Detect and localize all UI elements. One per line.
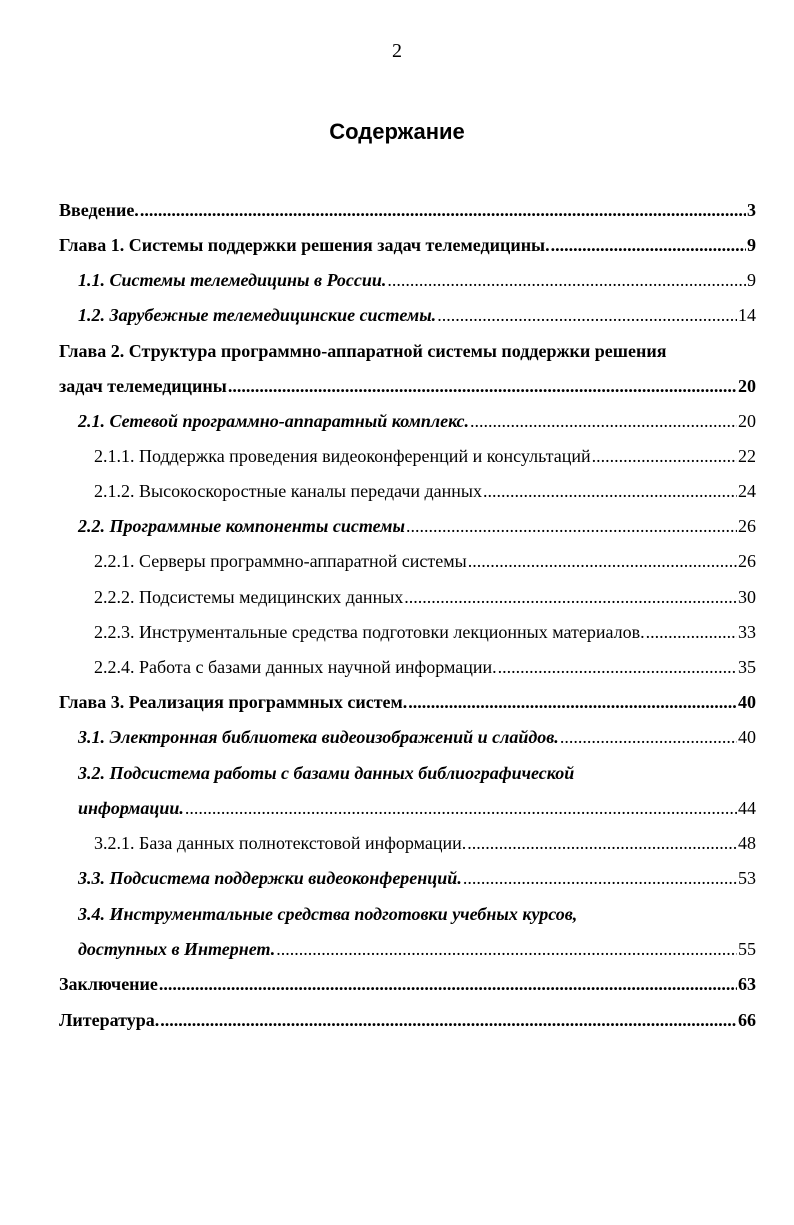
toc-page-number: 24: [738, 481, 756, 501]
toc-entry-text: Глава 1. Системы поддержки решения задач телемедицины.: [59, 235, 550, 255]
toc-entry-section-3-4-line1[interactable]: 3.4. Инструментальные средства подготовки учебных курсов,: [78, 904, 578, 924]
toc-entry-section-3-2[interactable]: [78, 795, 756, 821]
toc-entry-section-2-1[interactable]: [78, 408, 756, 434]
toc-entry-text: 2.1. Сетевой программно-аппаратный комплекс.: [78, 411, 470, 431]
toc-entry-text: 2.2.1. Серверы программно-аппаратной системы: [94, 551, 467, 571]
toc-page-number: 30: [738, 587, 756, 607]
dot-leader: [159, 971, 737, 997]
toc-entry-conclusion[interactable]: [59, 971, 756, 997]
dot-leader: [560, 724, 737, 750]
toc-page-number: 22: [738, 446, 756, 466]
toc-entry-text: 3.2.1. База данных полнотекстовой информации.: [94, 833, 467, 853]
toc-page-number: 55: [738, 939, 756, 959]
toc-entry-text: Литература.: [59, 1010, 160, 1030]
toc-entry-section-3-1[interactable]: [78, 724, 756, 750]
dot-leader: [463, 865, 737, 891]
toc-entry-text: 2.2.4. Работа с базами данных научной информации.: [94, 657, 497, 677]
toc-entry-text: 2.1.2. Высокоскоростные каналы передачи данных: [94, 481, 483, 501]
toc-entry-text: 1.2. Зарубежные телемедицинские системы.: [78, 305, 437, 325]
toc-entry-chapter-2[interactable]: [59, 373, 756, 399]
page-number: 2: [392, 40, 402, 62]
dot-leader: [160, 1007, 737, 1033]
toc-entry-section-3-3[interactable]: [78, 865, 756, 891]
toc-entry-text: 3.3. Подсистема поддержки видеоконференций.: [78, 868, 462, 888]
toc-page-number: 9: [747, 270, 756, 290]
dot-leader: [228, 373, 737, 399]
dot-leader: [468, 548, 737, 574]
toc-page-number: 9: [747, 235, 756, 255]
toc-entry-chapter-2-line1[interactable]: Глава 2. Структура программно-аппаратной системы поддержки решения: [59, 341, 667, 361]
toc-page-number: 20: [738, 376, 756, 396]
dot-leader: [140, 197, 746, 223]
toc-entry-section-2-2[interactable]: [78, 513, 756, 539]
toc-entry-text: 2.2.2. Подсистемы медицинских данных: [94, 587, 404, 607]
toc-entry-text: Глава 3. Реализация программных систем.: [59, 692, 408, 712]
toc-entry-text: Заключение: [59, 974, 158, 994]
toc-entry-section-2-1-1[interactable]: [94, 443, 756, 469]
dot-leader: [646, 619, 737, 645]
toc-entry-text: задач телемедицины: [59, 376, 227, 396]
toc-page-number: 40: [738, 692, 756, 712]
toc-entry-section-1-2[interactable]: [78, 302, 756, 328]
toc-page-number: 33: [738, 622, 756, 642]
toc-entry-introduction[interactable]: [59, 197, 756, 223]
toc-entry-section-2-2-4[interactable]: [94, 654, 756, 680]
toc-entry-section-2-2-3[interactable]: [94, 619, 756, 645]
dot-leader: [276, 936, 737, 962]
toc-entry-section-1-1[interactable]: [78, 267, 756, 293]
toc-page-number: 48: [738, 833, 756, 853]
dot-leader: [387, 267, 746, 293]
toc-entry-section-3-2-1[interactable]: [94, 830, 756, 856]
dot-leader: [467, 830, 737, 856]
toc-entry-section-2-2-2[interactable]: [94, 584, 756, 610]
toc-page-number: 14: [738, 305, 756, 325]
toc-entry-text: 2.1.1. Поддержка проведения видеоконференций и консультаций: [94, 446, 591, 466]
toc-entry-text: 2.2.3. Инструментальные средства подготовки лекционных материалов.: [94, 622, 645, 642]
dot-leader: [498, 654, 737, 680]
toc-page-number: 66: [738, 1010, 756, 1030]
toc-page-number: 26: [738, 516, 756, 536]
page-title: Содержание: [329, 119, 465, 144]
toc-entry-chapter-3[interactable]: [59, 689, 756, 715]
toc-page-number: 40: [738, 727, 756, 747]
toc-page-number: 35: [738, 657, 756, 677]
dot-leader: [185, 795, 737, 821]
toc-entry-text: информации.: [78, 798, 184, 818]
dot-leader: [483, 478, 737, 504]
toc-entry-text: 2.2. Программные компоненты системы: [78, 516, 405, 536]
toc-page-number: 3: [747, 200, 756, 220]
dot-leader: [406, 513, 737, 539]
dot-leader: [470, 408, 737, 434]
dot-leader: [551, 232, 746, 258]
dot-leader: [437, 302, 737, 328]
toc-entry-section-3-4[interactable]: [78, 936, 756, 962]
toc-page-number: 53: [738, 868, 756, 888]
toc-entry-text: 1.1. Системы телемедицины в России.: [78, 270, 387, 290]
toc-entry-section-2-1-2[interactable]: [94, 478, 756, 504]
toc-entry-section-3-2-line1[interactable]: 3.2. Подсистема работы с базами данных библиографической: [78, 763, 575, 783]
toc-entry-literature[interactable]: [59, 1007, 756, 1033]
toc-entry-text: доступных в Интернет.: [78, 939, 276, 959]
toc-page-number: 26: [738, 551, 756, 571]
toc-entry-section-2-2-1[interactable]: [94, 548, 756, 574]
dot-leader: [408, 689, 737, 715]
toc-entry-chapter-1[interactable]: [59, 232, 756, 258]
toc-entry-text: 3.1. Электронная библиотека видеоизображений и слайдов.: [78, 727, 559, 747]
dot-leader: [592, 443, 737, 469]
toc-page-number: 63: [738, 974, 756, 994]
toc-page-number: 44: [738, 798, 756, 818]
toc-page-number: 20: [738, 411, 756, 431]
dot-leader: [404, 584, 737, 610]
toc-entry-text: Введение.: [59, 200, 139, 220]
